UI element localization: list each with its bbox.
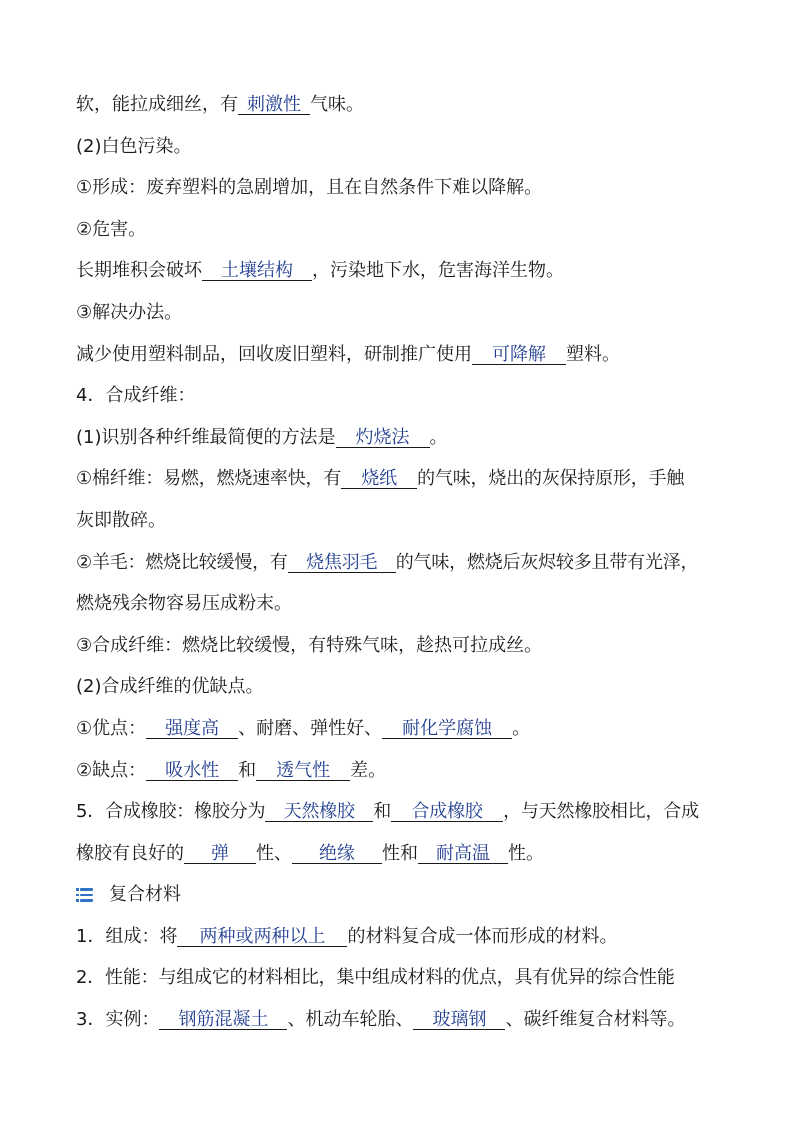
line-text: 、耐磨、弹性好、 [238, 717, 383, 739]
text-line [76, 802, 736, 822]
answer-blank: 灼烧法 [336, 428, 430, 448]
line-text: (1)识别各种纤维最简便的方法是 [76, 426, 336, 448]
line-text: 。 [512, 717, 531, 739]
answer-blank: 耐高温 [418, 844, 508, 864]
line-text: 。 [429, 426, 448, 448]
text-line [76, 345, 736, 365]
line-text: 的气味，烧出的灰保持原形，手触 [417, 468, 685, 490]
subheading: 4．合成纤维： [76, 385, 196, 407]
line-text: ①棉纤维：易燃，燃烧速率快，有 [76, 468, 342, 490]
answer-blank: 可降解 [472, 345, 566, 365]
line-text: 性。 [508, 842, 544, 864]
line-text: 、碳纤维复合材料等。 [505, 1009, 686, 1031]
line-text: 减少使用塑料制品，回收废旧塑料，研制推广使用 [76, 343, 472, 365]
line-text: ①优点： [76, 717, 147, 739]
subheading: (2)白色污染。 [76, 135, 192, 157]
line-text: 差。 [350, 759, 387, 781]
line-text: ②缺点： [76, 759, 147, 781]
text-line [76, 927, 736, 947]
text-line [76, 553, 736, 573]
text-line [76, 1010, 736, 1030]
line-text: 5．合成橡胶：橡胶分为 [76, 801, 266, 823]
line-text: 软，能拉成细丝，有 [76, 94, 238, 115]
answer-blank: 强度高 [146, 719, 238, 739]
answer-blank: 吸水性 [146, 761, 238, 781]
line-text: 3．实例： [76, 1009, 160, 1031]
text-line [76, 261, 736, 281]
answer-blank: 玻璃钢 [413, 1010, 505, 1030]
answer-blank: 刺激性 [238, 95, 310, 115]
answer-blank: 烧纸 [341, 469, 417, 489]
line-text: ，与天然橡胶相比，合成 [503, 801, 699, 823]
line-text: ②羊毛：燃烧比较缓慢，有 [76, 551, 288, 573]
text-line [76, 761, 736, 781]
text-line [76, 719, 736, 739]
subheading: (2)合成纤维的优缺点。 [76, 676, 264, 698]
text-line: 燃烧残余物容易压成粉末。 [76, 593, 292, 615]
list-icon [76, 887, 94, 903]
answer-blank: 弹 [184, 844, 256, 864]
line-text: 1．组成：将 [76, 925, 178, 947]
text-line: ②危害。 [76, 218, 147, 240]
text-line [76, 428, 736, 448]
answer-blank: 天然橡胶 [265, 802, 373, 822]
answer-blank: 耐化学腐蚀 [382, 719, 512, 739]
answer-blank: 透气性 [256, 761, 350, 781]
text-line: ③合成纤维：燃烧比较缓慢，有特殊气味，趁热可拉成丝。 [76, 634, 543, 656]
text-line [76, 469, 736, 489]
line-text: 橡胶有良好的 [76, 842, 184, 864]
line-text: 塑料。 [566, 343, 620, 365]
text-line [76, 95, 736, 115]
line-text: ，污染地下水，危害海洋生物。 [312, 260, 564, 282]
line-text: 长期堆积会破坏 [76, 260, 202, 282]
line-text: 和 [373, 801, 392, 823]
line-text: 的材料复合成一体而形成的材料。 [347, 925, 618, 947]
line-text: 的气味，燃烧后灰烬较多且带有光泽， [395, 551, 699, 573]
answer-blank: 钢筋混凝土 [159, 1010, 287, 1030]
answer-blank: 合成橡胶 [391, 802, 503, 822]
text-line: 2．性能：与组成它的材料相比，集中组成材料的优点，具有优异的综合性能 [76, 967, 675, 989]
line-text: 和 [238, 759, 257, 781]
line-text: 、机动车轮胎、 [287, 1009, 414, 1031]
document-body [76, 95, 736, 1052]
line-text: 性和 [382, 842, 418, 864]
line-text: 气味。 [310, 94, 364, 115]
text-line: ③解决办法。 [76, 301, 183, 323]
answer-blank: 烧焦羽毛 [288, 553, 396, 573]
answer-blank: 绝缘 [292, 844, 382, 864]
text-line: ①形成：废弃塑料的急剧增加，且在自然条件下难以降解。 [76, 177, 543, 199]
section-heading [76, 885, 736, 905]
text-line [76, 844, 736, 864]
section-title: 复合材料 [109, 884, 181, 906]
text-line: 灰即散碎。 [76, 509, 166, 531]
answer-blank: 土壤结构 [202, 261, 312, 281]
answer-blank: 两种或两种以上 [177, 927, 347, 947]
line-text: 性、 [256, 842, 292, 864]
